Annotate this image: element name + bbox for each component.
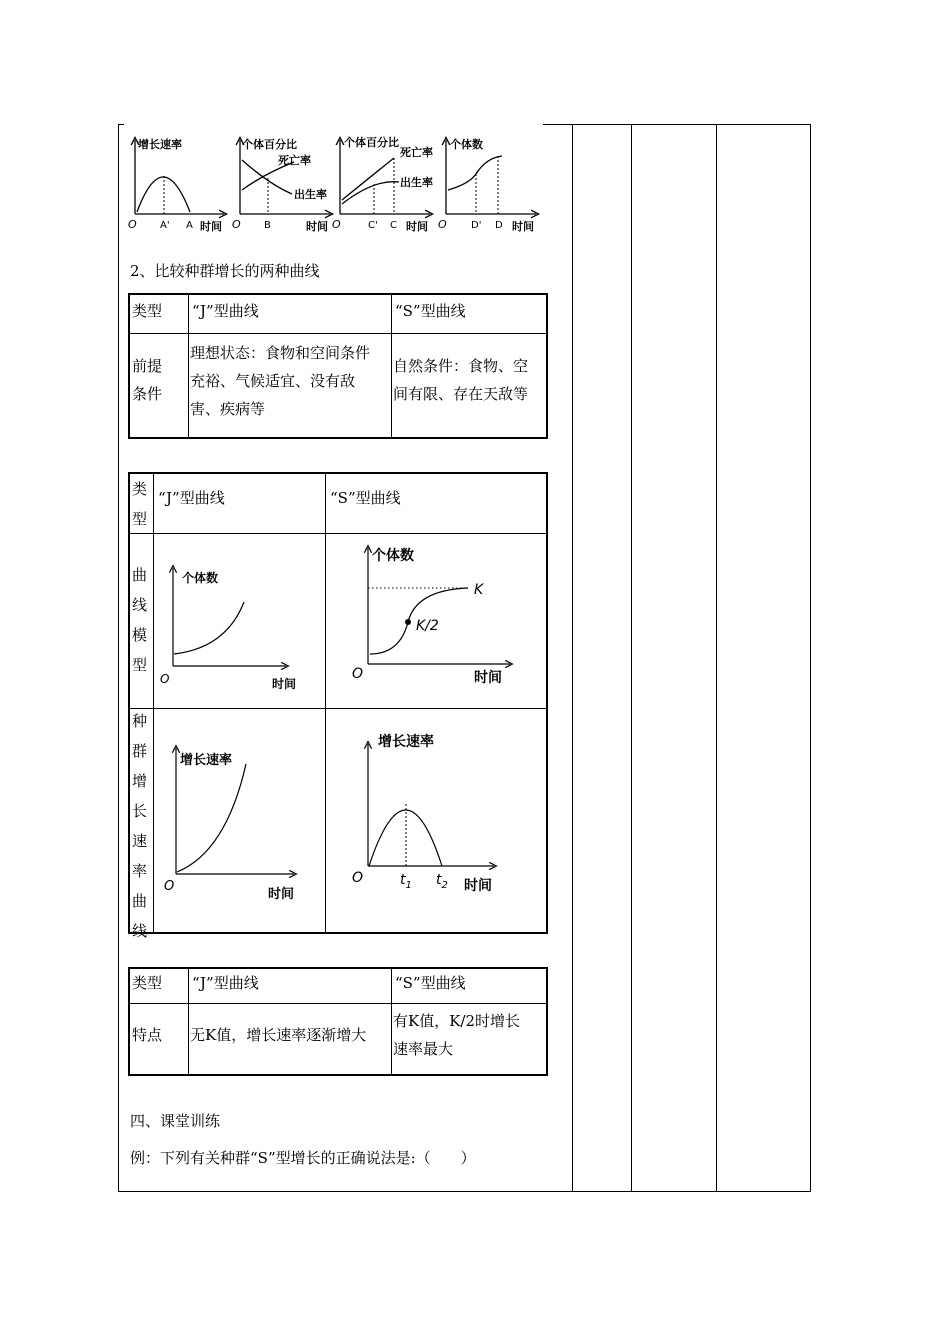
sr-t2: t (436, 872, 442, 888)
sr-t1: t (400, 872, 406, 888)
g2-tick: B (264, 220, 271, 231)
frame-col-divider-2 (631, 124, 632, 1192)
jm-ylabel: 个体数 (182, 571, 219, 585)
g4-tick-2: D (495, 220, 503, 231)
t1-j-line-1: 理想状态：食物和空间条件 (190, 344, 371, 362)
g3-curve1: 死亡率 (400, 146, 433, 159)
sr-t1-sub: 1 (405, 880, 412, 891)
g4-origin: O (438, 218, 447, 231)
t2-row-curve-model: 曲线模型 (132, 566, 148, 674)
s-growth-rate-graph (328, 714, 548, 910)
s-curve-model-graph (328, 538, 548, 704)
g3-tick-2: C (390, 220, 397, 231)
t2-header-j: “J”型曲线 (158, 489, 225, 507)
t1-j-line-3: 害、疾病等 (190, 400, 266, 418)
t3-header-s: “S”型曲线 (395, 974, 466, 992)
birth-death-graph-2 (332, 135, 433, 233)
g2-origin: O (232, 218, 241, 231)
birth-death-graph-1 (232, 137, 330, 233)
jr-xlabel: 时间 (268, 887, 295, 902)
t1-row-label-2: 条件 (132, 385, 163, 403)
sr-t2-sub: 2 (441, 880, 448, 891)
t2-header-type: 类型 (132, 480, 148, 528)
sm-xlabel: 时间 (474, 670, 502, 686)
section-4-title: 四、课堂训练 (130, 1112, 221, 1130)
t3-header-type: 类型 (132, 974, 163, 992)
frame-bottom-border (118, 1191, 811, 1192)
sr-xlabel: 时间 (464, 878, 492, 894)
svg-text:t2 (436, 872, 448, 891)
sr-origin: O (352, 870, 364, 886)
j-curve-model-graph (156, 538, 322, 704)
g2-xlabel: 时间 (306, 220, 328, 233)
comparison-table-conditions (128, 293, 548, 439)
example-question: 例：下列有关种群“S”型增长的正确说法是:（ ） (130, 1149, 476, 1167)
frame-top-border-right (543, 124, 811, 125)
t1-s-line-1: 自然条件：食物、空 (393, 357, 529, 375)
g3-ylabel: 个体百分比 (344, 136, 399, 149)
t3-j-text: 无K值，增长速率逐渐增大 (190, 1026, 367, 1044)
sm-ylabel: 个体数 (372, 548, 414, 564)
t3-row-label: 特点 (132, 1026, 163, 1044)
g3-tick-1: C' (368, 220, 378, 231)
svg-text:t1 (400, 872, 412, 891)
jr-origin: O (164, 879, 175, 894)
frame-right-border (810, 124, 811, 1192)
t3-s-line-2: 速率最大 (393, 1040, 454, 1058)
g1-tick-1: A' (160, 220, 170, 231)
section-2-title: 2、比较种群增长的两种曲线 (130, 262, 320, 280)
g1-tick-2: A (186, 220, 193, 231)
g1-ylabel: 增长速率 (138, 138, 182, 151)
g1-origin: O (128, 218, 137, 231)
t1-header-j: “J”型曲线 (192, 302, 259, 320)
t1-header-type: 类型 (132, 302, 163, 320)
sm-k: K (474, 582, 484, 598)
sm-origin: O (352, 666, 364, 682)
t1-s-line-2: 间有限、存在天敌等 (393, 385, 529, 403)
t1-row-label-1: 前提 (132, 357, 163, 375)
jr-ylabel: 增长速率 (180, 753, 233, 768)
growth-rate-graph (128, 137, 224, 233)
jm-origin: O (160, 672, 170, 686)
g1-xlabel: 时间 (200, 220, 222, 233)
g2-curve2: 出生率 (294, 188, 327, 201)
g4-tick-1: D' (471, 220, 482, 231)
sm-k2: K/2 (416, 618, 439, 634)
sr-ylabel: 增长速率 (378, 734, 434, 750)
comparison-table-curves (128, 472, 548, 940)
t2-header-s: “S”型曲线 (330, 489, 401, 507)
g2-curve1: 死亡率 (278, 154, 311, 167)
g4-xlabel: 时间 (512, 220, 534, 233)
frame-top-border-left (118, 124, 124, 125)
t1-header-s: “S”型曲线 (395, 302, 466, 320)
g4-ylabel: 个体数 (450, 138, 483, 151)
frame-col-divider-1 (572, 124, 573, 1192)
g3-curve2: 出生率 (400, 176, 433, 189)
jm-xlabel: 时间 (272, 677, 297, 691)
top-graphs (124, 134, 544, 238)
g2-ylabel: 个体百分比 (242, 138, 297, 151)
j-growth-rate-graph (156, 714, 322, 910)
frame-col-divider-3 (716, 124, 717, 1192)
frame-left-border (118, 124, 119, 1192)
t2-row-growth-rate: 种群增长速率曲线 (132, 712, 148, 940)
g3-origin: O (332, 218, 341, 231)
comparison-table-features (128, 967, 548, 1076)
t3-header-j: “J”型曲线 (192, 974, 259, 992)
g3-xlabel: 时间 (406, 220, 428, 233)
t3-s-line-1: 有K值，K/2时增长 (393, 1012, 521, 1030)
population-count-graph (438, 137, 536, 233)
t1-j-line-2: 充裕、气候适宜、没有敌 (190, 372, 356, 390)
